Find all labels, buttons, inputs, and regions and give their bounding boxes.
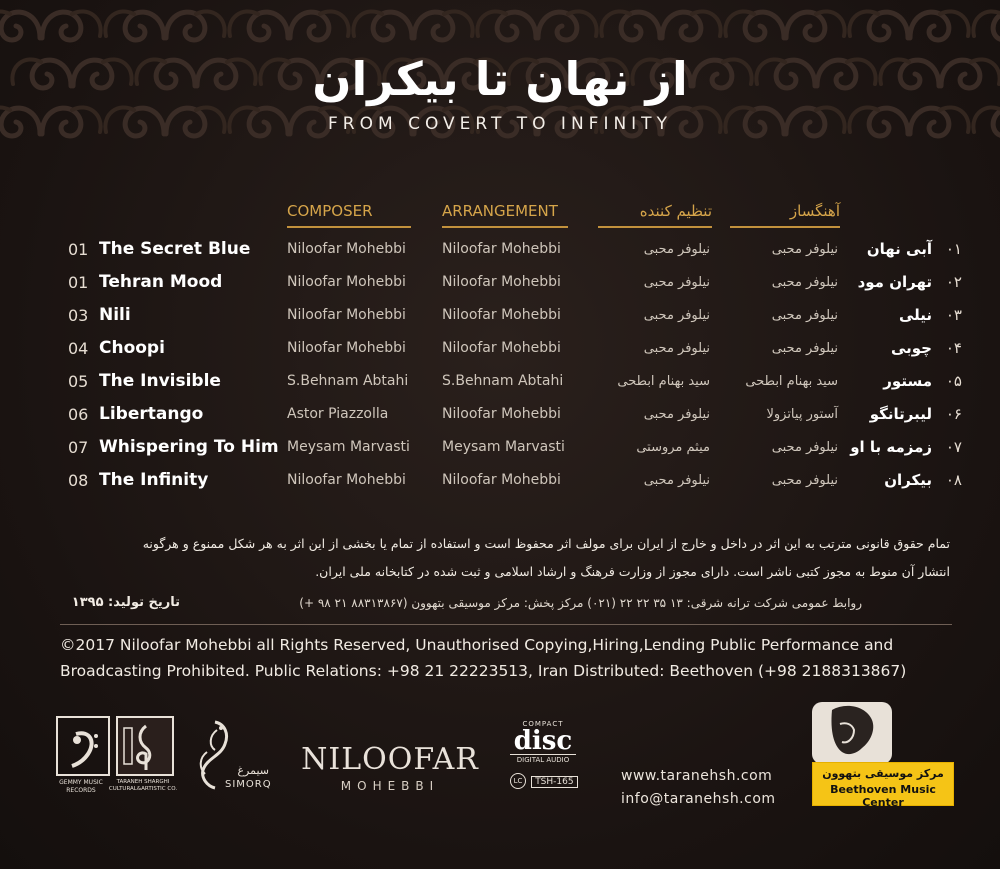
- track-number-fa: ۰۱: [945, 240, 962, 258]
- header-arrangement-fa: تنظیم کننده: [598, 202, 712, 228]
- track-composer-fa: آستور پیاتزولا: [766, 407, 838, 422]
- track-title-fa: نیلی: [898, 306, 932, 324]
- track-title: Whispering To Him: [99, 437, 279, 457]
- track-arranger: Niloofar Mohebbi: [442, 274, 561, 290]
- header-composer-fa: آهنگساز: [730, 202, 840, 228]
- track-row: [0, 236, 1000, 269]
- beethoven-portrait-icon: [812, 702, 892, 764]
- track-number-fa: ۰۵: [945, 372, 962, 390]
- track-number: 08: [68, 471, 89, 490]
- track-composer-fa: نیلوفر محبی: [771, 440, 838, 455]
- track-composer: Niloofar Mohebbi: [287, 307, 406, 323]
- track-row: [0, 335, 1000, 368]
- track-row: [0, 401, 1000, 434]
- taraneh-caption: TARANEH SHARGHI CULTURAL&ARTISTIC CO.: [108, 779, 178, 792]
- track-row: [0, 302, 1000, 335]
- track-arranger: Niloofar Mohebbi: [442, 340, 561, 356]
- track-number-fa: ۰۴: [945, 339, 962, 357]
- track-composer: Niloofar Mohebbi: [287, 241, 406, 257]
- track-arranger-fa: نیلوفر محبی: [643, 242, 710, 257]
- track-title-fa: تهران مود: [857, 273, 932, 291]
- track-title-fa: بیکران: [884, 471, 932, 489]
- track-row: [0, 269, 1000, 302]
- simorq-fa: سیمرغ: [237, 764, 269, 777]
- track-number-fa: ۰۶: [945, 405, 962, 423]
- track-title-fa: مستور: [883, 372, 932, 390]
- track-arranger-fa: نیلوفر محبی: [643, 308, 710, 323]
- track-arranger: Niloofar Mohebbi: [442, 472, 561, 488]
- track-arranger: Niloofar Mohebbi: [442, 241, 561, 257]
- simorq-logo: [195, 712, 270, 802]
- taraneh-sharghi-logo: [108, 716, 178, 794]
- track-row: [0, 434, 1000, 467]
- website-link[interactable]: www.taranehsh.com: [621, 768, 773, 784]
- production-date-fa: تاریخ تولید: ۱۳۹۵: [71, 595, 180, 610]
- gemmy-music-records-logo: [56, 716, 108, 794]
- cd-digital-audio-text: DIGITAL AUDIO: [510, 754, 576, 764]
- track-title-fa: زمزمه با او: [850, 438, 932, 456]
- track-number-fa: ۰۷: [945, 438, 962, 456]
- track-title: The Secret Blue: [99, 239, 251, 259]
- track-title-fa: آبی نهان: [866, 240, 932, 258]
- catalog-code: TSH-165: [531, 776, 577, 788]
- copyright-line1: ©2017 Niloofar Mohebbi all Rights Reserved, Unauthorised Copying,Hiring,Lending Public Performance and: [60, 636, 894, 654]
- track-composer: Niloofar Mohebbi: [287, 340, 406, 356]
- track-number: 01: [68, 240, 89, 259]
- track-composer-fa: نیلوفر محبی: [771, 341, 838, 356]
- copyright-line2: Broadcasting Prohibited. Public Relations: +98 21 22223513, Iran Distributed: Beethoven (+98 2188313867): [60, 662, 907, 680]
- track-row: [0, 467, 1000, 500]
- track-number: 06: [68, 405, 89, 424]
- track-composer: Niloofar Mohebbi: [287, 274, 406, 290]
- treble-clef-icon: [118, 718, 172, 774]
- track-title: The Invisible: [99, 371, 221, 391]
- beethoven-fa: مرکز موسیقی بتهوون: [822, 767, 944, 780]
- track-composer-fa: نیلوفر محبی: [771, 308, 838, 323]
- track-number: 04: [68, 339, 89, 358]
- track-composer: S.Behnam Abtahi: [287, 373, 409, 389]
- album-title-fa: از نهان تا بیکران: [312, 52, 688, 106]
- email-link[interactable]: info@taranehsh.com: [621, 791, 776, 807]
- divider: [60, 624, 952, 625]
- track-arranger-fa: سید بهنام ابطحی: [617, 374, 710, 389]
- track-arranger-fa: نیلوفر محبی: [643, 341, 710, 356]
- track-composer: Astor Piazzolla: [287, 406, 389, 422]
- track-number: 01: [68, 273, 89, 292]
- beethoven-music-center-logo: [812, 702, 952, 809]
- track-composer: Meysam Marvasti: [287, 439, 410, 455]
- track-composer-fa: نیلوفر محبی: [771, 473, 838, 488]
- album-title-en: FROM COVERT TO INFINITY: [328, 114, 672, 134]
- track-composer-fa: سید بهنام ابطحی: [745, 374, 838, 389]
- track-title: Choopi: [99, 338, 165, 358]
- track-title: Libertango: [99, 404, 204, 424]
- track-composer-fa: نیلوفر محبی: [771, 275, 838, 290]
- track-arranger: Niloofar Mohebbi: [442, 406, 561, 422]
- track-arranger-fa: نیلوفر محبی: [643, 407, 710, 422]
- track-number: 07: [68, 438, 89, 457]
- track-arranger: Meysam Marvasti: [442, 439, 565, 455]
- legal-notice-fa-line2: انتشار آن منوط به مجوز کتبی ناشر است. دارای مجوز از وزارت فرهنگ و ارشاد اسلامی و ثبت شده در کتابخانه ملی ایران.: [315, 564, 950, 579]
- track-title: Tehran Mood: [99, 272, 223, 292]
- track-title-fa: چوبی: [890, 339, 932, 357]
- track-number: 03: [68, 306, 89, 325]
- track-composer-fa: نیلوفر محبی: [771, 242, 838, 257]
- track-title: The Infinity: [99, 470, 209, 490]
- track-arranger: S.Behnam Abtahi: [442, 373, 564, 389]
- gmr-caption: GEMMY MUSIC RECORDS: [59, 779, 103, 794]
- track-arranger: Niloofar Mohebbi: [442, 307, 561, 323]
- simorq-en: SIMORQ: [225, 779, 272, 790]
- niloofar-logo-text: NILOOFAR: [301, 742, 479, 777]
- beethoven-en: Beethoven Music Center: [830, 783, 936, 809]
- compact-disc-logo: [510, 720, 576, 810]
- niloofar-mohebbi-logo: [300, 742, 480, 802]
- track-number: 05: [68, 372, 89, 391]
- track-title-fa: لیبرتانگو: [869, 405, 932, 423]
- cd-disc-text: disc: [513, 726, 573, 756]
- label-code: [510, 773, 576, 789]
- track-arranger-fa: نیلوفر محبی: [643, 473, 710, 488]
- mohebbi-logo-text: MOHEBBI: [340, 779, 440, 793]
- cd-compact-text: COMPACT: [522, 720, 564, 728]
- track-number-fa: ۰۸: [945, 471, 962, 489]
- track-arranger-fa: میثم مروستی: [636, 440, 710, 455]
- track-arranger-fa: نیلوفر محبی: [643, 275, 710, 290]
- track-row: [0, 368, 1000, 401]
- header-arrangement: ARRANGEMENT: [442, 202, 568, 228]
- track-number-fa: ۰۲: [945, 273, 962, 291]
- track-number-fa: ۰۳: [945, 306, 962, 324]
- relations-fa: روابط عمومی شرکت ترانه شرقی: ۱۳ ۳۵ ۲۲ ۲۲ (۰۲۱) مرکز پخش: مرکز موسیقی بتهوون (۸۸۳۱۳۸۶۷ ۲۱ ۹۸ +): [299, 596, 862, 610]
- legal-notice-fa-line1: تمام حقوق قانونی مترتب به این اثر در داخل و خارج از ایران برای مولف اثر محفوظ است و استفاده از تمام یا بخشی از این اثر به هر شکل ممنوع و هرگونه: [142, 536, 950, 551]
- track-composer: Niloofar Mohebbi: [287, 472, 406, 488]
- header-composer: COMPOSER: [287, 202, 411, 228]
- track-title: Nili: [99, 305, 131, 325]
- lc-badge: LC: [510, 773, 526, 789]
- contact-info: [621, 765, 776, 811]
- bass-clef-icon: [58, 718, 108, 774]
